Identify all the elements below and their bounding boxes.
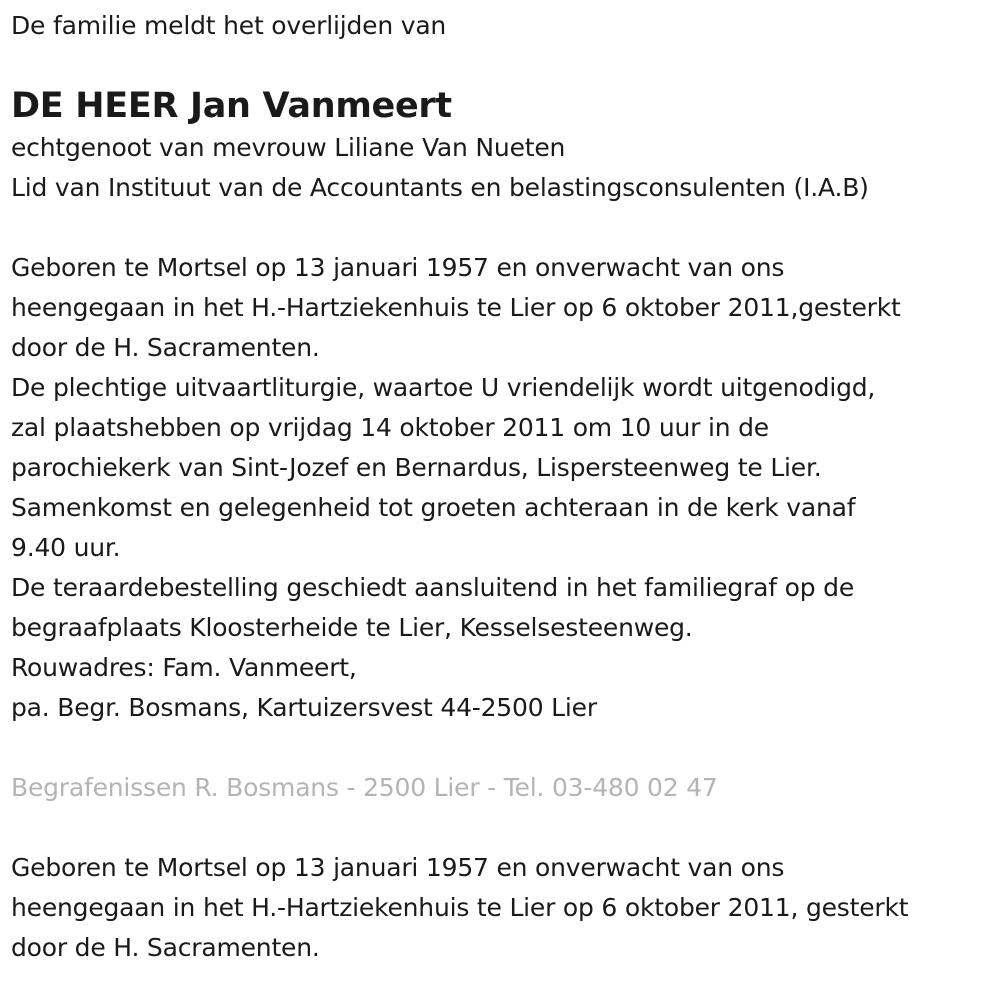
- body-line: 9.40 uur.: [11, 533, 121, 562]
- body-line: begraafplaats Kloosterheide te Lier, Kesselsesteenweg.: [11, 613, 693, 642]
- body-text: [11, 248, 1000, 728]
- body-line: parochiekerk van Sint-Jozef en Bernardus, Lispersteenweg te Lier.: [11, 453, 822, 482]
- subtitle-block: [11, 128, 1000, 208]
- body-line: door de H. Sacramenten.: [11, 333, 320, 362]
- body-line: Samenkomst en gelegenheid tot groeten achteraan in de kerk vanaf: [11, 493, 856, 522]
- spouse-line: echtgenoot van mevrouw Liliane Van Nueten: [11, 133, 566, 162]
- repeat-line: heengegaan in het H.-Hartziekenhuis te Lier op 6 oktober 2011, gesterkt: [11, 893, 909, 922]
- spacer: [11, 728, 1000, 768]
- repeat-text: [11, 848, 1000, 968]
- spacer: [11, 808, 1000, 848]
- repeat-line: door de H. Sacramenten.: [11, 933, 320, 962]
- body-line: zal plaatshebben op vrijdag 14 oktober 2011 om 10 uur in de: [11, 413, 769, 442]
- membership-line: Lid van Instituut van de Accountants en belastingsconsulenten (I.A.B): [11, 173, 869, 202]
- body-line: De teraardebestelling geschiedt aansluitend in het familiegraf op de: [11, 573, 855, 602]
- spacer: [11, 208, 1000, 248]
- deceased-name: DE HEER Jan Vanmeert: [11, 86, 452, 126]
- funeral-home-footer: Begrafenissen R. Bosmans - 2500 Lier - Tel. 03-480 02 47: [11, 773, 718, 802]
- body-line: heengegaan in het H.-Hartziekenhuis te Lier op 6 oktober 2011,gesterkt: [11, 293, 901, 322]
- repeat-line: Geboren te Mortsel op 13 januari 1957 en onverwacht van ons: [11, 853, 785, 882]
- body-line: De plechtige uitvaartliturgie, waartoe U vriendelijk wordt uitgenodigd,: [11, 373, 876, 402]
- body-line: Rouwadres: Fam. Vanmeert,: [11, 653, 357, 682]
- body-line: pa. Begr. Bosmans, Kartuizersvest 44-2500 Lier: [11, 693, 597, 722]
- body-line: Geboren te Mortsel op 13 januari 1957 en onverwacht van ons: [11, 253, 785, 282]
- intro-text: De familie meldt het overlijden van: [11, 11, 447, 40]
